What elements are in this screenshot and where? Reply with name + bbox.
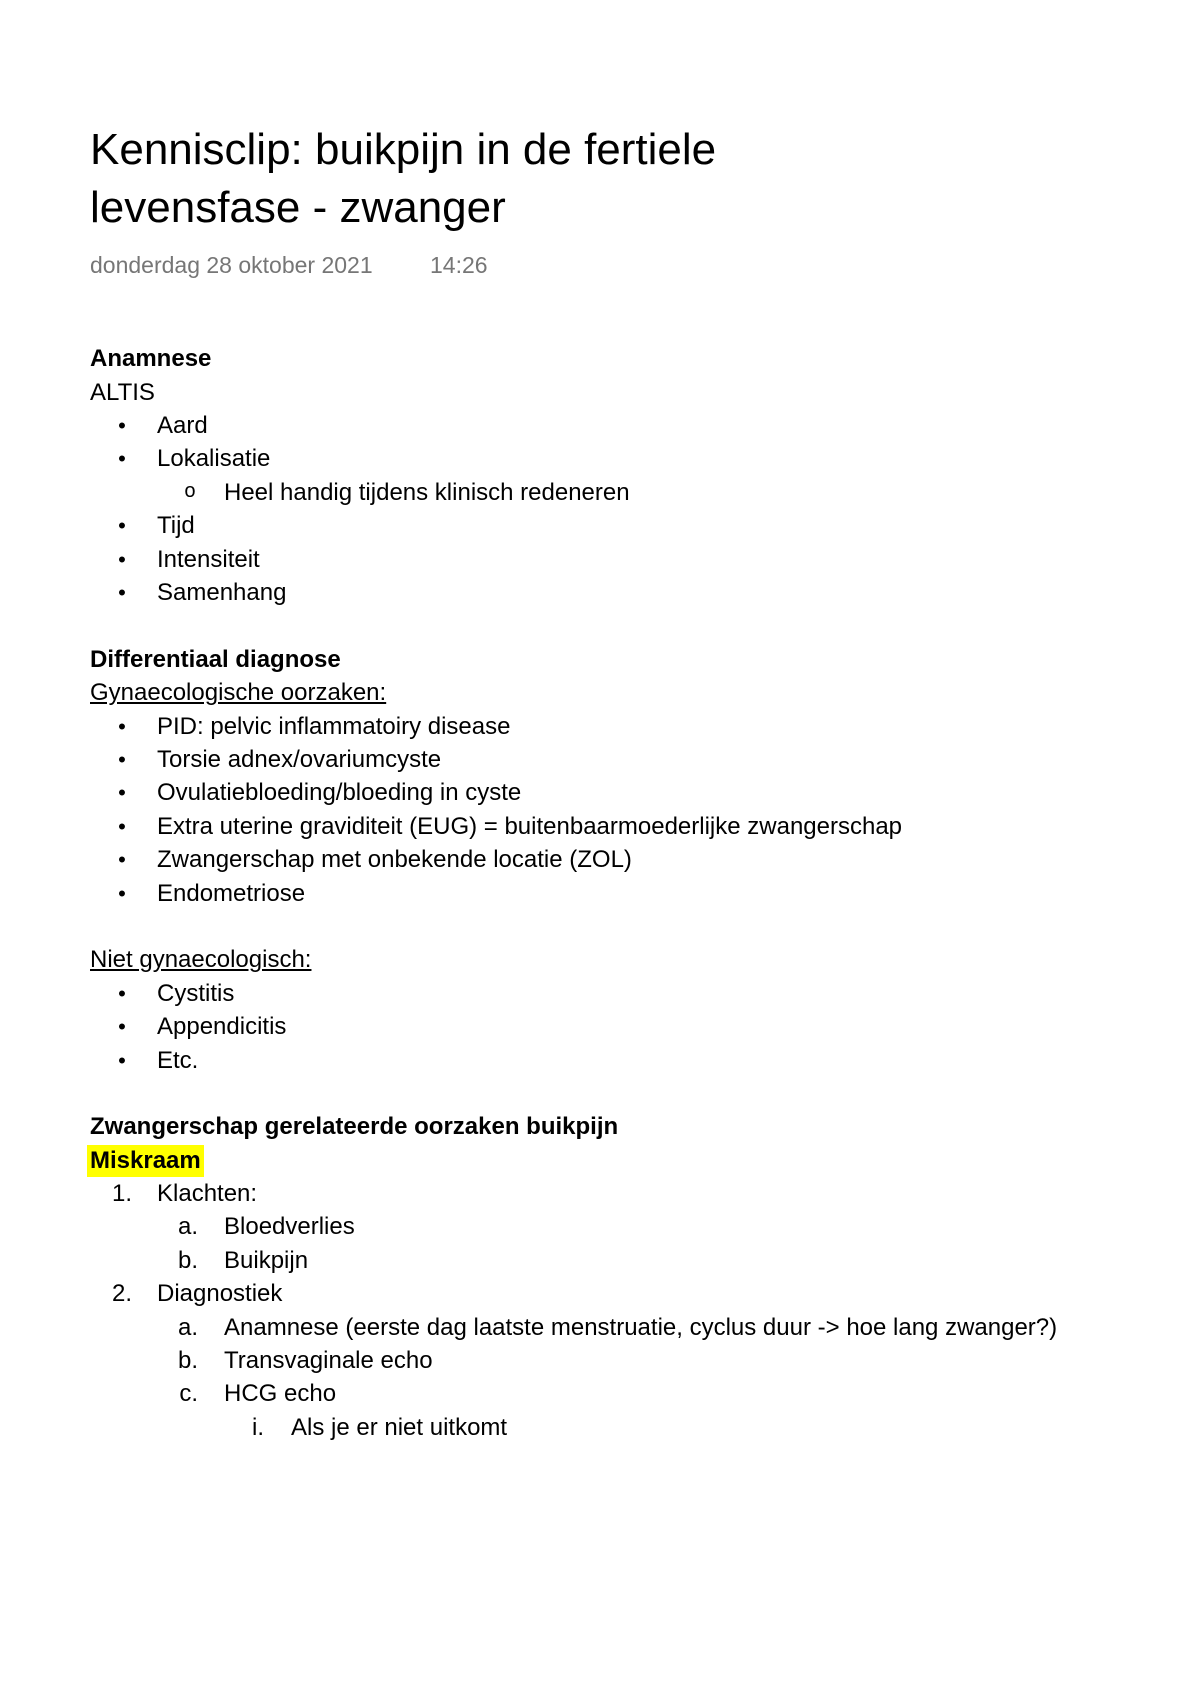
subheading-text: ALTIS (90, 378, 155, 406)
list-item-text: Tijd (157, 512, 195, 540)
letter-marker: b. (177, 1347, 198, 1375)
list-item-text: Intensiteit (157, 545, 260, 573)
lettered-item (0, 1311, 1200, 1344)
section-heading-zwangerschap (0, 1110, 1200, 1143)
letter-marker: c. (179, 1380, 198, 1408)
section-heading-differentiaal (0, 643, 1200, 676)
numbered-item-text: Klachten: (157, 1180, 258, 1208)
page-date: donderdag 28 oktober 2021 (90, 252, 373, 278)
list-item (0, 776, 1200, 809)
roman-item (0, 1411, 1200, 1444)
section-heading-text: Anamnese (90, 345, 212, 373)
numbered-item (0, 1277, 1200, 1310)
list-item (0, 509, 1200, 542)
bullet-marker: • (118, 746, 126, 772)
list-item (0, 743, 1200, 776)
bullet-marker: • (118, 580, 126, 606)
list-item-text: PID: pelvic inflammatoiry disease (157, 712, 511, 740)
subheading-niet-gynaecologisch (0, 943, 1200, 976)
list-item (0, 576, 1200, 609)
spacer (0, 910, 1200, 943)
page-body (0, 342, 1200, 1444)
list-item-text: Torsie adnex/ovariumcyste (157, 745, 442, 773)
list-item-text: Appendicitis (157, 1013, 287, 1041)
list-item-text: Aard (157, 412, 208, 440)
list-item-text: Zwangerschap met onbekende locatie (ZOL) (157, 846, 632, 874)
list-item-text: Cystitis (157, 979, 235, 1007)
list-item (0, 977, 1200, 1010)
bullet-marker: • (118, 1047, 126, 1073)
numbered-item-text: Diagnostiek (157, 1280, 283, 1308)
list-item (0, 877, 1200, 910)
bullet-marker: • (118, 813, 126, 839)
subheading-text: Niet gynaecologisch: (90, 946, 312, 974)
bullet-marker: • (118, 413, 126, 439)
sub-bullet-marker: o (183, 480, 196, 504)
lettered-item (0, 1210, 1200, 1243)
page-title-line-2: levensfase - zwanger (90, 183, 506, 232)
letter-marker: a. (177, 1213, 198, 1241)
roman-item-text: Als je er niet uitkomt (291, 1413, 508, 1441)
list-item-text: Extra uterine graviditeit (EUG) = buitenbaarmoederlijke zwangerschap (157, 812, 903, 840)
subheading-altis (0, 376, 1200, 409)
number-marker: 1. (111, 1180, 132, 1208)
bullet-marker: • (118, 513, 126, 539)
subheading-miskraam (0, 1144, 1200, 1177)
bullet-marker: • (118, 880, 126, 906)
page-title-line-1: Kennisclip: buikpijn in de fertiele (90, 125, 717, 174)
list-item-text: Lokalisatie (157, 445, 271, 473)
list-item (0, 543, 1200, 576)
lettered-item (0, 1244, 1200, 1277)
list-item (0, 710, 1200, 743)
list-item (0, 843, 1200, 876)
bullet-marker: • (118, 847, 126, 873)
list-item-text: Endometriose (157, 879, 306, 907)
number-marker: 2. (111, 1280, 132, 1308)
spacer (0, 1077, 1200, 1110)
lettered-item-text: Anamnese (eerste dag laatste menstruatie, cyclus duur -> hoe lang zwanger?) (224, 1313, 1058, 1341)
sub-list-item-text: Heel handig tijdens klinisch redeneren (224, 478, 630, 506)
lettered-item-text: Transvaginale echo (224, 1347, 433, 1375)
lettered-item (0, 1377, 1200, 1410)
list-item-text: Etc. (157, 1046, 199, 1074)
bullet-marker: • (118, 713, 126, 739)
section-heading-text: Differentiaal diagnose (90, 645, 341, 673)
bullet-marker: • (118, 1014, 126, 1040)
numbered-item (0, 1177, 1200, 1210)
letter-marker: b. (177, 1246, 198, 1274)
bullet-marker: • (118, 546, 126, 572)
list-item (0, 409, 1200, 442)
lettered-item-text: Buikpijn (224, 1246, 309, 1274)
list-item (0, 442, 1200, 475)
lettered-item-text: Bloedverlies (224, 1213, 355, 1241)
letter-marker: a. (177, 1313, 198, 1341)
miskraam-label: Miskraam (87, 1145, 204, 1177)
bullet-marker: • (118, 980, 126, 1006)
subheading-text: Gynaecologische oorzaken: (90, 679, 387, 707)
list-item (0, 1044, 1200, 1077)
spacer (0, 609, 1200, 642)
page-timestamp (90, 250, 488, 280)
lettered-item (0, 1344, 1200, 1377)
subheading-gynaecologisch (0, 676, 1200, 709)
section-heading-text: Zwangerschap gerelateerde oorzaken buikpijn (90, 1113, 619, 1141)
roman-marker: i. (252, 1413, 264, 1441)
sub-list-item (0, 476, 1200, 509)
list-item (0, 810, 1200, 843)
list-item (0, 1010, 1200, 1043)
bullet-marker: • (118, 446, 126, 472)
lettered-item-text: HCG echo (224, 1380, 337, 1408)
section-heading-anamnese (0, 342, 1200, 375)
list-item-text: Samenhang (157, 579, 287, 607)
bullet-marker: • (118, 780, 126, 806)
page-title (90, 121, 716, 237)
list-item-text: Ovulatiebloeding/bloeding in cyste (157, 779, 522, 807)
page-time: 14:26 (430, 252, 488, 278)
